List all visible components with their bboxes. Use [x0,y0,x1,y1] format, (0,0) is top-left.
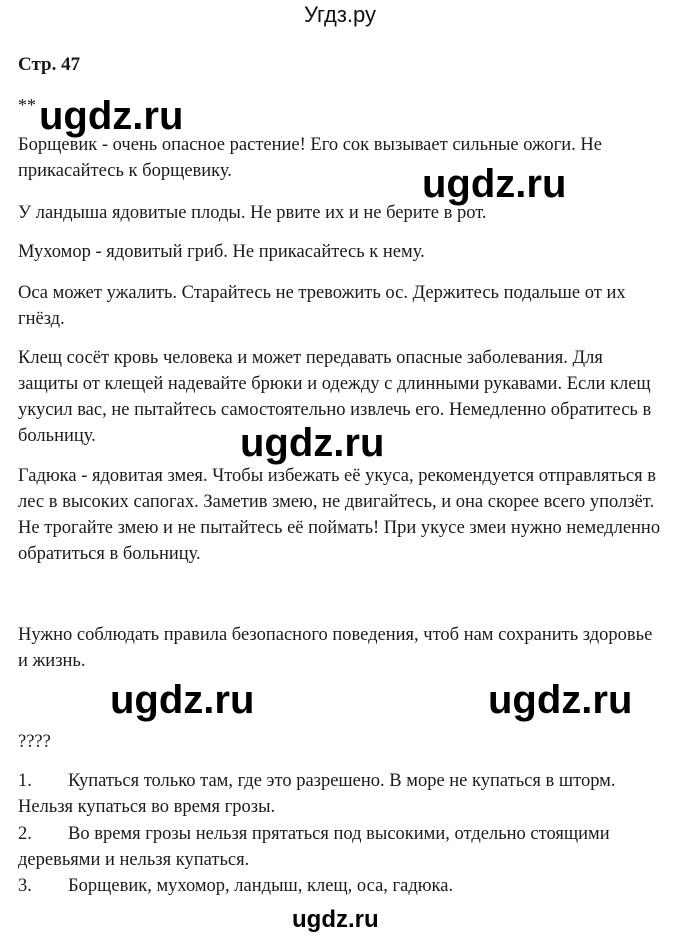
watermark: ugdz.ru [110,678,255,722]
page-number: Стр. 47 [18,54,81,75]
watermark: ugdz.ru [240,421,385,465]
paragraph-kleshch: Клещ сосёт кровь человека и может передавать опасные заболевания. Для защиты от клещей надевайте брюки и одежду с длинными рукавами. Если клещ укусил вас, не пытайтесь самостоятельно извлечь его. Немедленно обратитесь в больницу. [18,348,652,446]
answer-number: 3. [18,876,32,896]
questions-mark: ???? [18,732,51,752]
watermark: ugdz.ru [488,678,633,722]
answer-number: 2. [18,824,32,844]
answer-number: 1. [18,771,32,791]
answer-item [18,873,673,899]
answer-item [18,821,673,873]
paragraph-landysh: У ландыша ядовитые плоды. Не рвите их и не берите в рот. [18,203,487,223]
answer-text: Во время грозы нельзя прятаться под высокими, отдельно стоящими деревьями и нельзя купаться. [18,824,610,870]
answer-item [18,768,673,820]
watermark: ugdz.ru [39,94,184,138]
paragraph-conclusion: Нужно соблюдать правила безопасного поведения, чтоб нам сохранить здоровье и жизнь. [18,625,653,671]
footer-watermark: ugdz.ru [292,906,379,933]
answer-text: Борщевик, мухомор, ландыш, клещ, оса, гадюка. [68,876,454,896]
site-title: Угдз.ру [303,2,377,27]
section-mark: ** [18,95,36,115]
answer-text: Купаться только там, где это разрешено. В море не купаться в шторм. Нельзя купаться во время грозы. [18,771,616,817]
paragraph-osa: Оса может ужалить. Старайтесь не тревожить ос. Держитесь подальше от их гнёзд. [18,283,626,329]
paragraph-gadyuka: Гадюка - ядовитая змея. Чтобы избежать её укуса, рекомендуется отправляться в лес в высоких сапогах. Заметив змею, не двигайтесь, и она скорее всего уползёт. Не трогайте змею и не пытайтесь её поймать! При укусе змеи нужно немедленно обратиться в больницу. [18,466,661,564]
watermark: ugdz.ru [422,162,567,206]
paragraph-mukhomor: Мухомор - ядовитый гриб. Не прикасайтесь к нему. [18,242,425,262]
paragraph-borshchevik: Борщевик - очень опасное растение! Его сок вызывает сильные ожоги. Не прикасайтесь к борщевику. [18,135,602,181]
